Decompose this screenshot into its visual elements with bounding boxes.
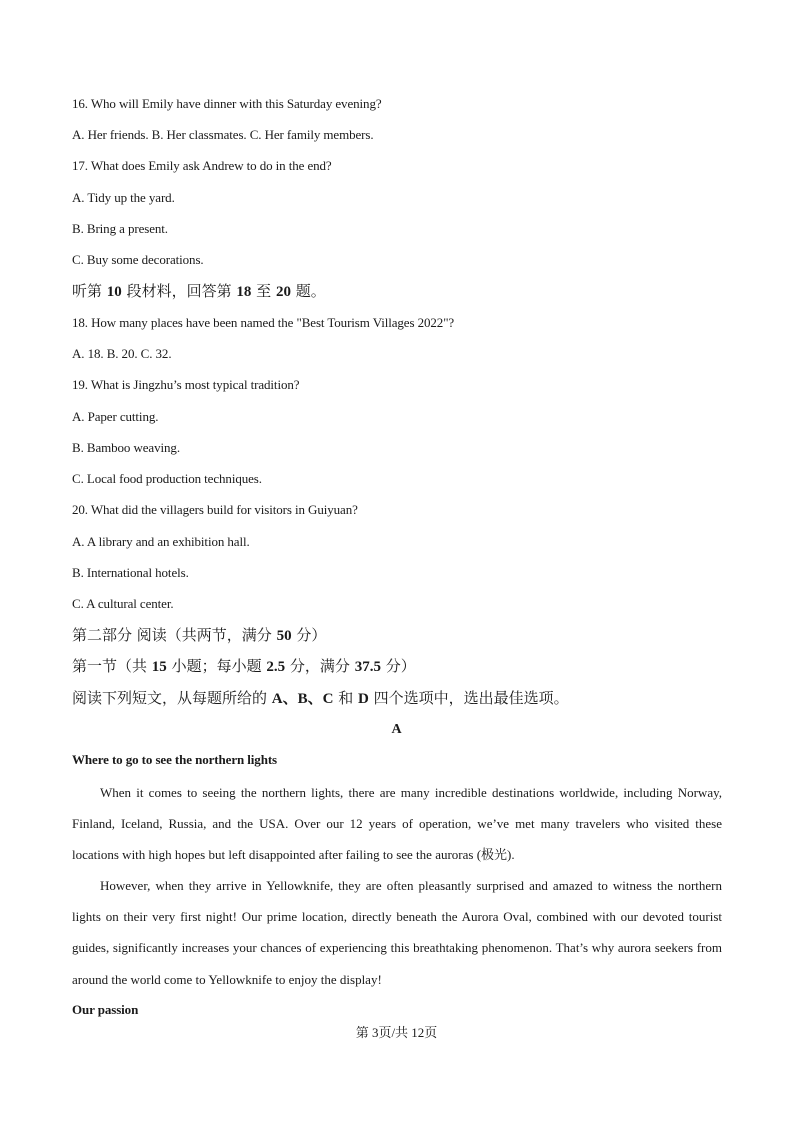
question-20-option-b: B. International hotels. — [72, 565, 189, 580]
question-19-option-b: B. Bamboo weaving. — [72, 440, 180, 455]
question-19-option-c: C. Local food production techniques. — [72, 471, 262, 486]
question-17-option-c: C. Buy some decorations. — [72, 252, 204, 267]
question-17-option-b: B. Bring a present. — [72, 221, 168, 236]
question-18: 18. How many places have been named the "Best Tourism Villages 2022"? — [72, 315, 455, 330]
reading-instructions: 阅读下列短文，从每题所给的 A、B、C 和 D 四个选项中，选出最佳选项。 — [72, 689, 569, 707]
question-20-option-a: A. A library and an exhibition hall. — [72, 534, 250, 549]
passage-subheading: Our passion — [72, 1002, 139, 1017]
question-20: 20. What did the villagers build for visitors in Guiyuan? — [72, 502, 358, 517]
section-1-heading: 第一节（共 15 小题；每小题 2.5 分，满分 37.5 分） — [72, 657, 416, 675]
section-10-heading: 听第 10 段材料，回答第 18 至 20 题。 — [72, 282, 326, 300]
question-19: 19. What is Jingzhu’s most typical tradition? — [72, 377, 300, 392]
passage-title: Where to go to see the northern lights — [72, 752, 278, 767]
question-19-option-a: A. Paper cutting. — [72, 409, 159, 424]
question-17-option-a: A. Tidy up the yard. — [72, 190, 175, 205]
question-20-option-c: C. A cultural center. — [72, 596, 174, 611]
question-16-options: A. Her friends. B. Her classmates. C. Her family members. — [72, 127, 374, 142]
question-16: 16. Who will Emily have dinner with this Saturday evening? — [72, 96, 382, 111]
part-2-heading: 第二部分 阅读（共两节，满分 50 分） — [72, 626, 327, 644]
passage-paragraph-1: When it comes to seeing the northern lights, there are many incredible destinations worldwide, including Norway, Finland, Iceland, Russia, and the USA. Over our 12 years of operation, we’ve met many travelers who visited these locations with high hopes but left disappointed after failing to see the auroras (极光). — [72, 785, 722, 863]
question-18-options: A. 18. B. 20. C. 32. — [72, 346, 172, 361]
question-17: 17. What does Emily ask Andrew to do in the end? — [72, 158, 332, 173]
passage-paragraph-2: However, when they arrive in Yellowknife, they are often pleasantly surprised and amazed to witness the northern lights on their very first night! Our prime location, directly beneath the Aurora Oval, combined with our devoted tourist guides, significantly increases your chances of experiencing this breathtaking phenomenon. That’s why aurora seekers from around the world come to Yellowknife to enjoy the display! — [72, 878, 722, 987]
passage-label: A — [391, 722, 402, 737]
page-footer: 第 3页/共 12页 — [355, 1025, 438, 1040]
